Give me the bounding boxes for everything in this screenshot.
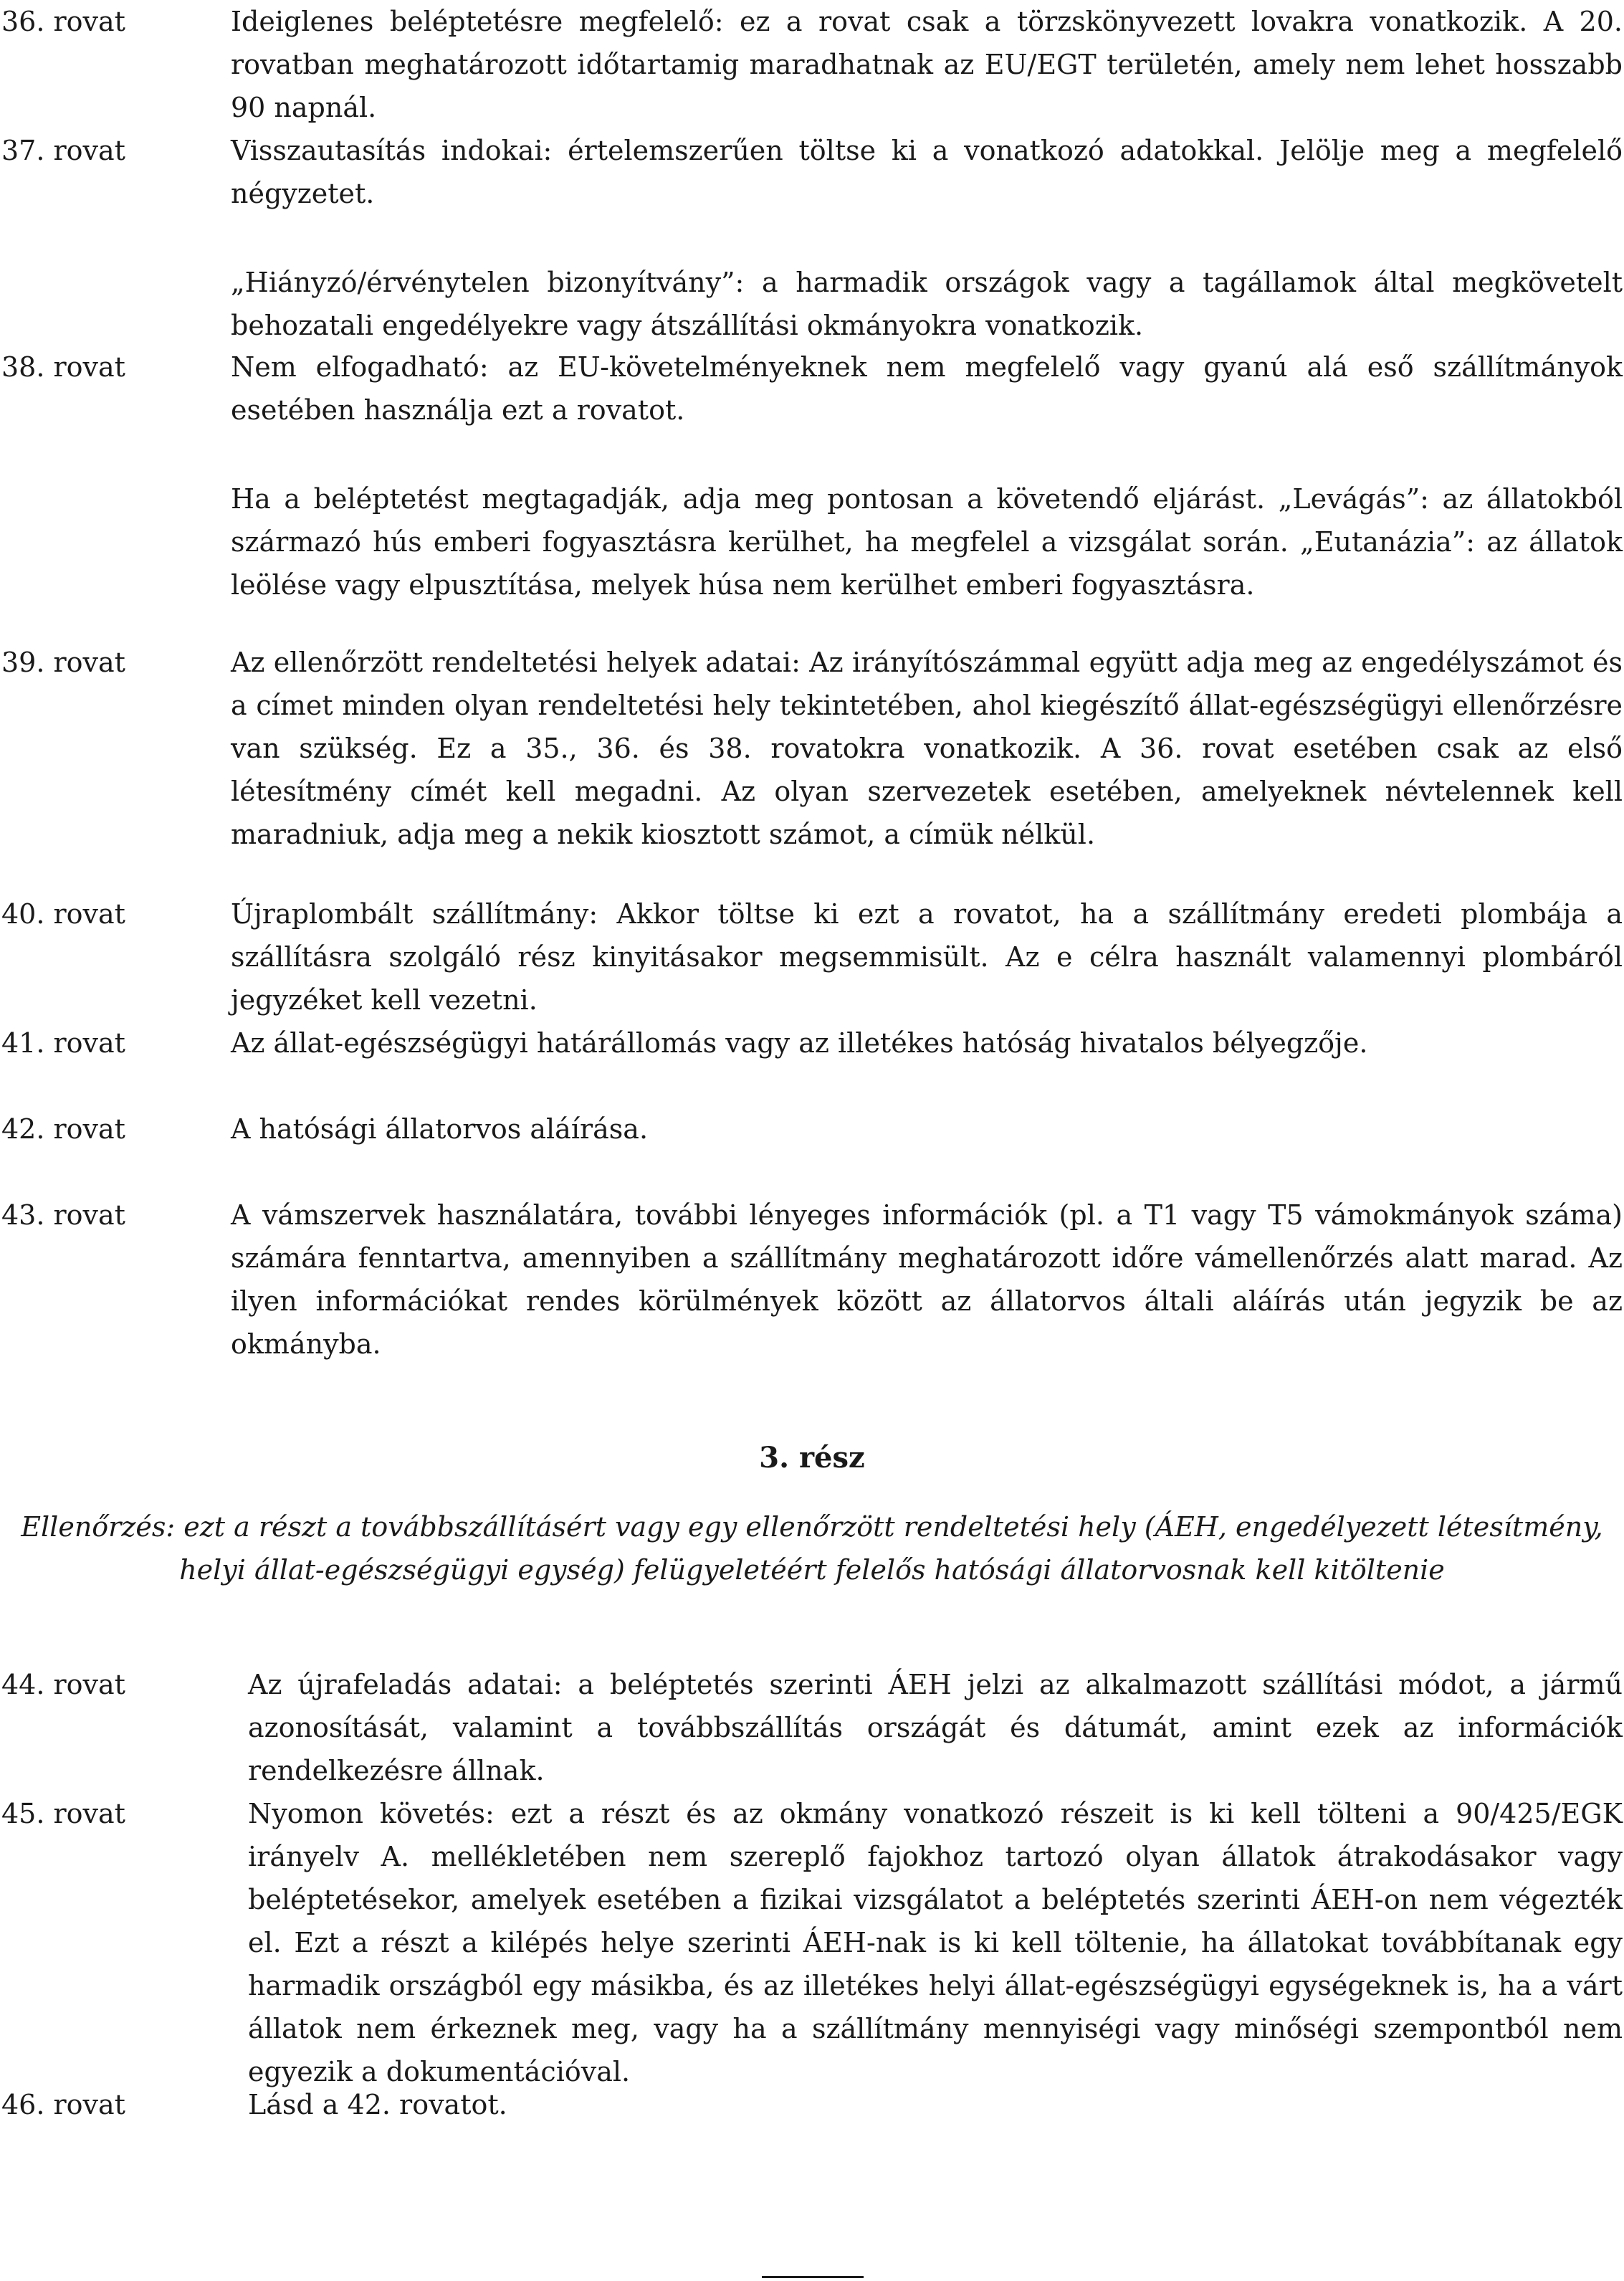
entry-number: 40. rovat xyxy=(1,898,125,930)
paragraph: Nem elfogadható: az EU-követelményeknek nem megfelelő vagy gyanú alá eső szállítmányok esetében használja ezt a rovatot. xyxy=(231,351,1623,426)
paragraph: Az ellenőrzött rendeltetési helyek adatai: Az irányítószámmal együtt adja meg az engedélyszámot és a címet minden olyan rendeltetési hely tekintetében, ahol kiegészítő állat-egészségügyi ellenőrzésre van szükség. Ez a 35., 36. és 38. rovatokra vonatkozik. A 36. rovat esetében csak az első létesítmény címét kell megadni. Az olyan szervezetek esetében, amelyeknek névtelennek kell maradniuk, adja meg a nekik kiosztott számot, a címük nélkül. xyxy=(231,647,1623,850)
paragraph: Az újrafeladás adatai: a beléptetés szerinti ÁEH jelzi az alkalmazott szállítási módot, a jármű azonosítását, valamint a továbbszállítás országát és dátumát, amint ezek az információk rendelkezésre állnak. xyxy=(248,1669,1623,1786)
entry-text xyxy=(231,1194,1623,1366)
paragraph: Nyomon követés: ezt a részt és az okmány vonatkozó részeit is ki kell tölteni a 90/425/EGK irányelv A. mellékletében nem szereplő fajokhoz tartozó olyan állatok átrakodásakor vagy beléptetésekor, amelyek esetében a fizikai vizsgálatot a beléptetés szerinti ÁEH-on nem végezték el. Ezt a részt a kilépés helye szerinti ÁEH-nak is ki kell töltenie, ha állatokat továbbítanak egy harmadik országból egy másikba, és az illetékes helyi állat-egészségügyi egységeknek is, ha a várt állatok nem érkeznek meg, vagy ha a szállítmány mennyiségi vagy minőségi szempontból nem egyezik a dokumentációval. xyxy=(248,1798,1623,2087)
entry-number: 37. rovat xyxy=(1,135,125,166)
entry-text xyxy=(231,1022,1623,1065)
entry-text xyxy=(231,892,1623,1022)
footer-rule xyxy=(762,2276,864,2278)
entry-number: 42. rovat xyxy=(1,1113,125,1145)
paragraph: Lásd a 42. rovatot. xyxy=(248,2089,507,2120)
section-subtitle: Ellenőrzés: ezt a részt a továbbszállításért vagy egy ellenőrzött rendeltetési hely (ÁEH, engedélyezett létesítmény, helyi állat-egészségügyi egység) felügyeletéért felelős hatósági állatorvosnak kell kitöltenie xyxy=(21,1511,1603,1586)
entry-text xyxy=(231,1108,1623,1151)
paragraph: Visszautasítás indokai: értelemszerűen töltse ki a vonatkozó adatokkal. Jelölje meg a megfelelő négyzetet. xyxy=(231,135,1623,209)
section-heading: 3. rész xyxy=(759,1441,865,1475)
entry-text xyxy=(231,129,1623,347)
entry-number: 44. rovat xyxy=(1,1669,125,1700)
entry-number: 46. rovat xyxy=(1,2089,125,2120)
entry-number: 43. rovat xyxy=(1,1199,125,1231)
entry-text xyxy=(248,2083,1623,2126)
paragraph: Az állat-egészségügyi határállomás vagy az illetékes hatóság hivatalos bélyegzője. xyxy=(231,1027,1368,1059)
entry-number: 45. rovat xyxy=(1,1798,125,1829)
paragraph: A hatósági állatorvos aláírása. xyxy=(231,1113,649,1145)
entry-number: 36. rovat xyxy=(1,6,125,37)
entry-text xyxy=(248,1663,1623,1792)
entry-text xyxy=(248,1792,1623,2093)
entry-number: 38. rovat xyxy=(1,351,125,383)
entry-text xyxy=(231,346,1623,606)
entry-number: 41. rovat xyxy=(1,1027,125,1059)
paragraph: A vámszervek használatára, további lényeges információk (pl. a T1 vagy T5 vámokmányok száma) számára fenntartva, amennyiben a szállítmány meghatározott időre vámellenőrzés alatt marad. Az ilyen információkat rendes körülmények között az állatorvos általi aláírás után jegyzik be az okmányba. xyxy=(231,1199,1623,1360)
entry-number: 39. rovat xyxy=(1,647,125,678)
paragraph: Ideiglenes beléptetésre megfelelő: ez a rovat csak a törzskönyvezett lovakra vonatkozik. A 20. rovatban meghatározott időtartamig maradhatnak az EU/EGT területén, amely nem lehet hosszabb 90 napnál. xyxy=(231,6,1623,123)
paragraph: Újraplombált szállítmány: Akkor töltse ki ezt a rovatot, ha a szállítmány eredeti plombája a szállításra szolgáló rész kinyitásakor megsemmisült. Az e célra használt valamennyi plombáról jegyzéket kell vezetni. xyxy=(231,898,1623,1016)
entry-text xyxy=(231,0,1623,129)
paragraph: „Hiányzó/érvénytelen bizonyítvány”: a harmadik országok vagy a tagállamok által megkövetelt behozatali engedélyekre vagy átszállítási okmányokra vonatkozik. xyxy=(231,267,1623,341)
entry-text xyxy=(231,641,1623,856)
paragraph: Ha a beléptetést megtagadják, adja meg pontosan a követendő eljárást. „Levágás”: az állatokból származó hús emberi fogyasztásra kerülhet, ha megfelel a vizsgálat során. „Eutanázia”: az állatok leölése vagy elpusztítása, melyek húsa nem kerülhet emberi fogyasztásra. xyxy=(231,483,1623,601)
